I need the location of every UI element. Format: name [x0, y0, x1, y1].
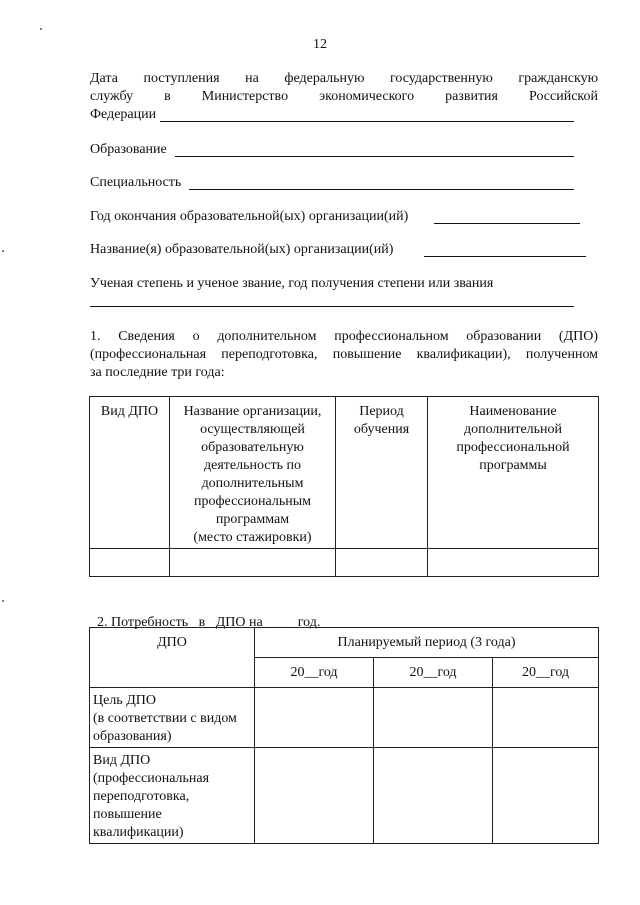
intro-line-2	[90, 88, 598, 106]
section1-word: образовании	[466, 329, 542, 344]
type-row-line: переподготовка,	[93, 789, 190, 804]
goal-row-label-cell	[90, 688, 255, 748]
dpo-header-cell	[90, 628, 255, 688]
intro-word: Дата	[90, 71, 118, 86]
planned-header-cell	[255, 628, 599, 658]
year-1[interactable]: 20__год	[290, 665, 338, 680]
org-name-label: Название(я) образовательной(ых) организации(ий)	[90, 242, 394, 257]
intro-word: в	[164, 89, 171, 104]
specialty-label: Специальность	[90, 175, 182, 190]
header-program-cell	[428, 397, 599, 549]
header-org-line: (место стажировки)	[193, 530, 312, 545]
header-org-line: дополнительным	[201, 476, 304, 491]
type-row-line: (профессиональная	[93, 771, 210, 786]
goal-year-1-cell[interactable]	[255, 688, 374, 748]
type-row-line: квалификации)	[93, 825, 184, 840]
header-program-line: Наименование	[469, 404, 557, 419]
header-org-line: программам	[215, 512, 290, 527]
org-input-cell[interactable]	[170, 549, 336, 577]
intro-word: государственную	[390, 71, 493, 86]
header-org-line: профессиональным	[193, 494, 311, 509]
dpo-needs-table	[89, 627, 599, 844]
intro-word: на	[245, 71, 259, 86]
intro-line-3-label: Федерации	[90, 107, 157, 122]
section2-title-prefix: 2. Потребность	[97, 615, 189, 630]
goal-year-3-cell[interactable]	[493, 688, 599, 748]
section1-word: дополнительном	[217, 329, 317, 344]
year-3[interactable]: 20__год	[521, 665, 570, 680]
section1-line-3: за последние три года:	[90, 365, 225, 380]
goal-row-line: образования)	[93, 729, 172, 744]
planned-header: Планируемый период (3 года)	[337, 635, 516, 650]
intro-line-1	[90, 70, 598, 88]
intro-word: Министерство	[201, 89, 289, 104]
section1-word: переподготовка,	[221, 347, 318, 362]
goal-row-line: Цель ДПО	[93, 693, 156, 708]
type-row-line: Вид ДПО	[93, 753, 151, 768]
type-year-2-cell[interactable]	[374, 748, 493, 844]
section1-word: полученном	[525, 347, 599, 362]
year-2[interactable]: 20__год	[409, 665, 457, 680]
scan-speck	[2, 250, 4, 252]
dpo-type-input-cell[interactable]	[90, 549, 170, 577]
type-year-3-cell[interactable]	[493, 748, 599, 844]
header-type-cell	[90, 397, 170, 549]
goal-row-line: (в соответствии с видом	[93, 711, 237, 726]
header-type: Вид ДПО	[100, 404, 159, 419]
education-field[interactable]	[175, 156, 574, 157]
header-program-line: дополнительной	[463, 422, 563, 437]
section2-title-in: в	[198, 615, 206, 630]
education-label: Образование	[90, 142, 167, 157]
degree-label: Ученая степень и ученое звание, год получения степени или звания	[90, 276, 494, 291]
specialty-field[interactable]	[189, 189, 574, 190]
goal-year-2-cell[interactable]	[374, 688, 493, 748]
intro-word: экономического	[319, 89, 415, 104]
intro-word: службу	[90, 89, 134, 104]
header-period-cell	[336, 397, 428, 549]
federation-date-field[interactable]	[160, 121, 574, 122]
header-org-line: осуществляющей	[200, 422, 305, 437]
section1-word: о	[192, 329, 200, 344]
degree-field[interactable]	[90, 306, 574, 307]
year-2-cell	[374, 658, 493, 688]
section1-word: (профессиональная	[90, 347, 207, 362]
intro-word: федеральную	[284, 71, 365, 86]
intro-word: поступления	[143, 71, 220, 86]
section1-word: 1. Сведения	[90, 329, 175, 344]
header-org-cell	[170, 397, 336, 549]
section1-line-1	[90, 328, 598, 346]
type-row-label-cell	[90, 748, 255, 844]
section1-word: профессиональном	[334, 329, 449, 344]
period-input-cell[interactable]	[336, 549, 428, 577]
graduation-year-field[interactable]	[434, 223, 580, 224]
type-year-1-cell[interactable]	[255, 748, 374, 844]
header-period-line: Период	[359, 404, 404, 419]
intro-word: Российской	[529, 89, 599, 104]
intro-word: гражданскую	[518, 71, 599, 86]
org-name-field[interactable]	[424, 256, 586, 257]
section1-word: (ДПО)	[558, 329, 599, 344]
program-input-cell[interactable]	[428, 549, 599, 577]
header-program-line: профессиональной	[456, 440, 570, 455]
section2-title-dpo: ДПО на	[215, 615, 263, 630]
section2-title-suffix: год.	[297, 615, 321, 630]
type-row-line: повышение	[93, 807, 162, 822]
scan-speck	[40, 28, 42, 30]
section1-word: повышение	[332, 347, 402, 362]
dpo-history-table	[89, 396, 599, 577]
graduation-year-label: Год окончания образовательной(ых) организации(ий)	[90, 209, 409, 224]
scan-speck	[2, 600, 4, 602]
section1-line-2	[90, 346, 598, 364]
header-period-line: обучения	[353, 422, 410, 437]
section1-word: квалификации),	[416, 347, 511, 362]
dpo-header: ДПО	[157, 635, 187, 650]
year-3-cell	[493, 658, 599, 688]
intro-word: развития	[445, 89, 498, 104]
page-number: 12	[313, 37, 327, 52]
header-org-line: деятельность по	[203, 458, 302, 473]
section2-year-blank[interactable]: ____	[266, 615, 295, 630]
header-org-line: образовательную	[201, 440, 304, 455]
year-1-cell	[255, 658, 374, 688]
header-org-line: Название организации,	[183, 404, 322, 419]
header-program-line: программы	[479, 458, 547, 473]
